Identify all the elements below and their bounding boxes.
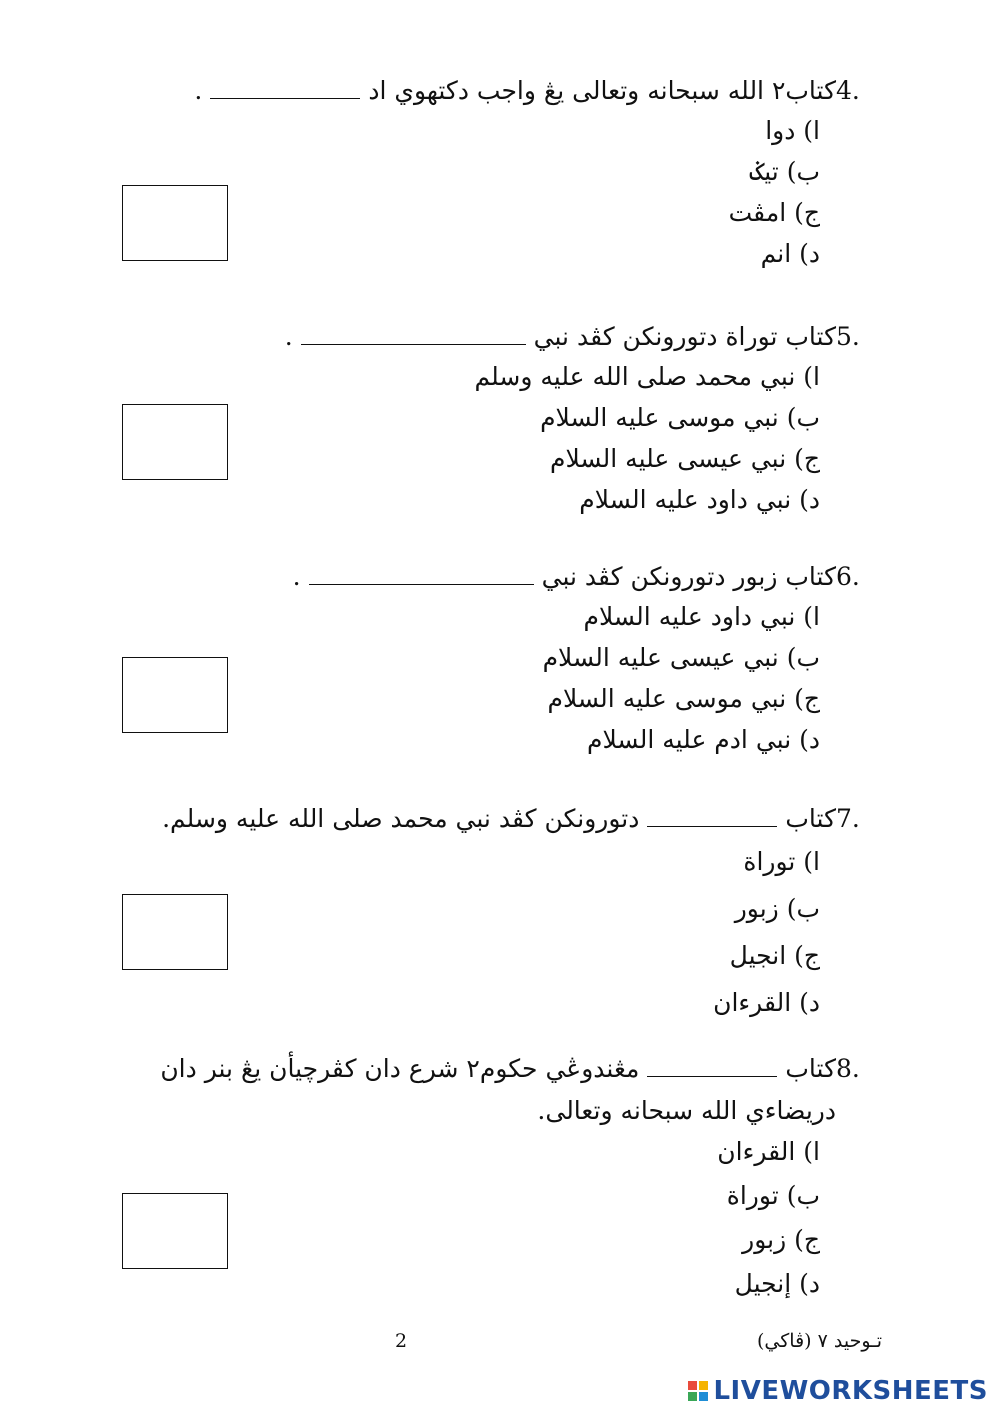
answer-blank	[210, 80, 360, 99]
page-number: 2	[395, 1330, 408, 1352]
answer-blank	[647, 1058, 777, 1077]
logo-blocks-icon	[688, 1381, 708, 1401]
question-7	[120, 800, 880, 1026]
question-stem	[120, 1050, 880, 1088]
answer-blank	[301, 326, 526, 345]
option-a: ا) القرءان	[717, 1137, 820, 1166]
option-b: ب) زبور	[734, 894, 820, 923]
question-number: 4.	[836, 76, 860, 105]
option-b: ب) تيݢ	[749, 157, 820, 186]
answer-box-7[interactable]	[122, 894, 228, 970]
stem-text: كتاب	[785, 1054, 836, 1083]
question-stem	[120, 318, 880, 356]
answer-box-5[interactable]	[122, 404, 228, 480]
stem-text: كتاب٢ الله سبحانه وتعالى يڠ واجب دكتهوي اد	[368, 76, 836, 105]
question-number: 5.	[836, 322, 860, 351]
stem-text-continued: مڠندوڠي حكوم٢ شرع دان كڤرچيأن يڠ بنر دان	[160, 1054, 640, 1083]
answer-blank	[309, 566, 534, 585]
answer-blank	[647, 808, 777, 827]
option-b: ب) توراة	[726, 1181, 820, 1210]
option-b: ب) نبي عيسى عليه السلام	[542, 643, 820, 672]
option-b: ب) نبي موسى عليه السلام	[540, 403, 820, 432]
option-d: د) نبي ادم عليه السلام	[587, 725, 820, 754]
option-a: ا) توراة	[743, 847, 820, 876]
option-d: د) إنجيل	[734, 1269, 820, 1298]
stem-text-end: دتورونكن كڤد نبي محمد صلى الله عليه وسلم.	[162, 804, 640, 833]
liveworksheets-logo[interactable]	[688, 1376, 988, 1406]
logo-block	[699, 1381, 708, 1390]
question-stem	[120, 800, 880, 838]
footer-subject: تـوحيد ٧ (ڤاكي)	[756, 1330, 882, 1352]
stem-text-end: .	[284, 322, 293, 351]
question-5	[120, 318, 880, 520]
question-number: 8.	[836, 1054, 860, 1083]
option-a: ا) نبي داود عليه السلام	[583, 602, 820, 631]
logo-text: LIVEWORKSHEETS	[713, 1376, 988, 1406]
option-a: ا) دوا	[765, 116, 820, 145]
option-c: ج) زبور	[742, 1225, 820, 1254]
option-c: ج) انجيل	[729, 941, 820, 970]
option-d: د) نبي داود عليه السلام	[579, 485, 820, 514]
question-stem	[120, 72, 880, 110]
logo-block	[688, 1381, 697, 1390]
question-number: 6.	[836, 562, 860, 591]
option-c: ج) امڤت	[728, 198, 820, 227]
answer-box-6[interactable]	[122, 657, 228, 733]
option-c: ج) نبي عيسى عليه السلام	[549, 444, 820, 473]
question-6	[120, 558, 880, 760]
question-stem	[120, 558, 880, 596]
stem-text: كتاب	[785, 804, 836, 833]
question-4	[120, 72, 880, 274]
logo-block	[688, 1392, 697, 1401]
stem-text: كتاب زبور دتورونكن كڤد نبي	[541, 562, 836, 591]
logo-block	[699, 1392, 708, 1401]
option-d: د) انم	[760, 239, 820, 268]
stem-text: كتاب توراة دتورونكن كڤد نبي	[533, 322, 836, 351]
answer-box-8[interactable]	[122, 1193, 228, 1269]
answer-box-4[interactable]	[122, 185, 228, 261]
question-stem-line-2: دريضاءي الله سبحانه وتعالى.	[537, 1096, 836, 1125]
option-d: د) القرءان	[713, 988, 820, 1017]
question-number: 7.	[836, 804, 860, 833]
option-a: ا) نبي محمد صلى الله عليه وسلم	[474, 362, 820, 391]
question-8	[120, 1050, 880, 1306]
stem-text-end: .	[194, 76, 203, 105]
option-c: ج) نبي موسى عليه السلام	[547, 684, 820, 713]
stem-text-end: .	[292, 562, 301, 591]
